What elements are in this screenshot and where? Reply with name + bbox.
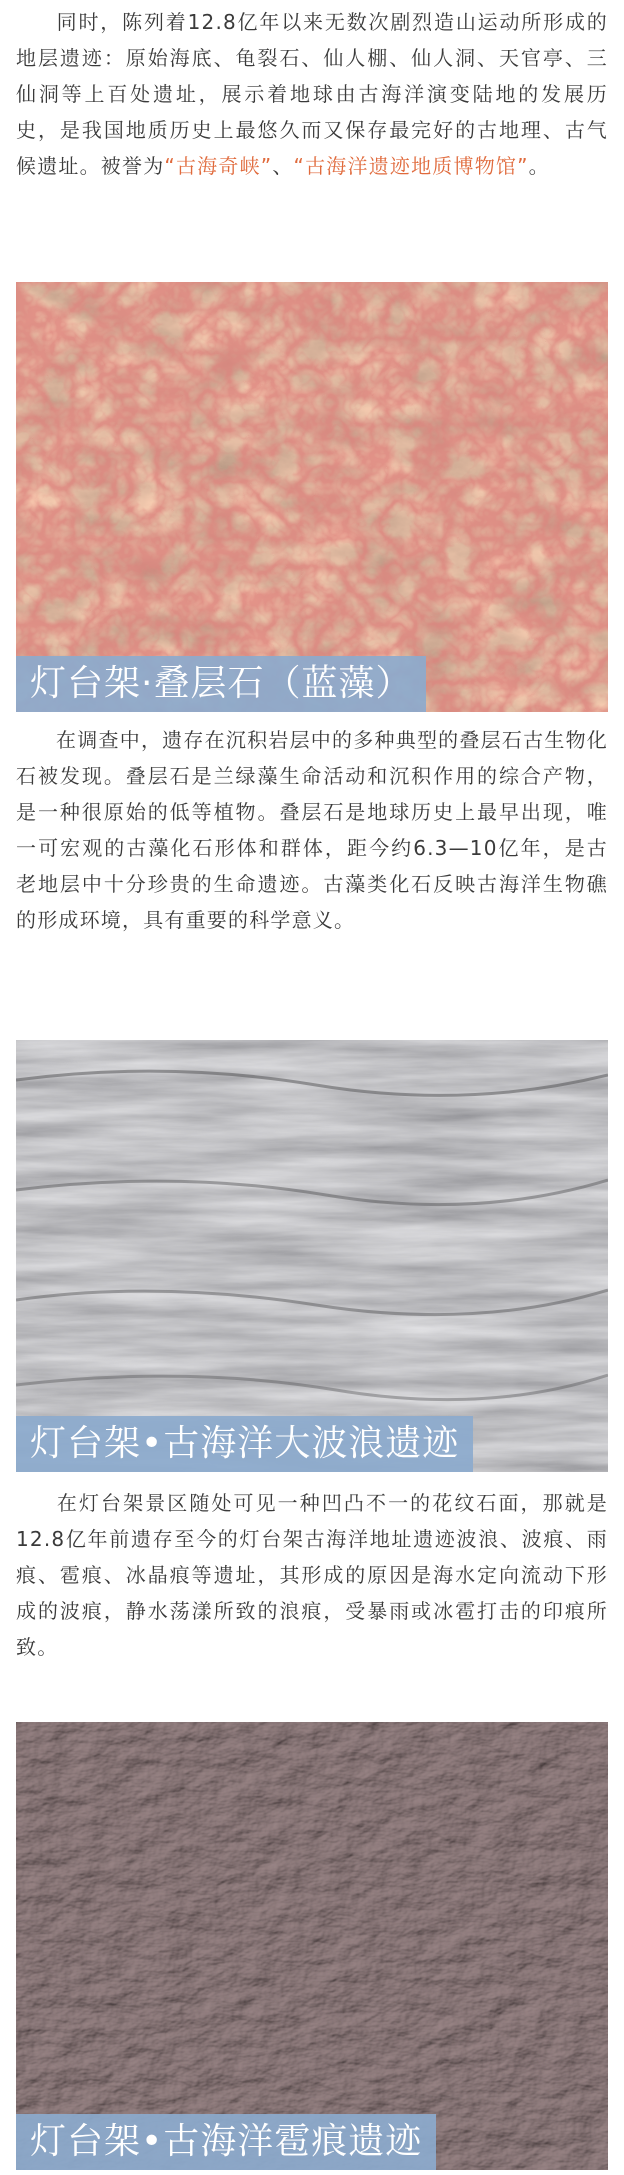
wave-rock-image <box>16 1040 608 1472</box>
stromatolite-caption: 灯台架·叠层石（蓝藻） <box>16 656 426 712</box>
wave-remains-photo <box>16 1040 608 1472</box>
intro-paragraph <box>16 4 608 184</box>
period: 。 <box>528 154 550 178</box>
highlight-quote-2: “古海洋遗迹地质博物馆” <box>293 154 529 178</box>
highlight-quote-1: “古海奇峡” <box>164 154 273 178</box>
intro-text: 同时，陈列着12.8亿年以来无数次剧烈造山运动所形成的地层遗迹：原始海底、龟裂石、仙人棚、仙人洞、天官亭、三仙洞等上百处遗址，展示着地球由古海洋演变陆地的发展历史，是我国地质历史上最悠久而又保存最完好的古地理、古气候遗址。被誉为 <box>16 10 608 178</box>
stromatolite-photo <box>16 282 608 712</box>
stromatolite-paragraph <box>16 722 608 938</box>
hail-text: 在灯台架景区随处可见一种凹凸不一的花纹石面，那就是12.8亿年前遗存至今的灯台架古海洋地址遗迹波浪、波痕、雨痕、雹痕、冰晶痕等遗址，其形成的原因是海水定向流动下形成的波痕，静水荡漾所致的浪痕，受暴雨或冰雹打击的印痕所致。 <box>16 1491 608 1659</box>
wave-remains-caption: 灯台架•古海洋大波浪遗迹 <box>16 1416 473 1472</box>
stromatolite-rock-image <box>16 282 608 712</box>
separator: 、 <box>272 154 294 178</box>
hail-paragraph <box>16 1485 608 1665</box>
hail-marks-photo <box>16 1722 608 2170</box>
hail-rock-image <box>16 1722 608 2170</box>
stromatolite-text: 在调查中，遗存在沉积岩层中的多种典型的叠层石古生物化石被发现。叠层石是兰绿藻生命活动和沉积作用的综合产物，是一种很原始的低等植物。叠层石是地球历史上最早出现，唯一可宏观的古藻化石形体和群体，距今约6.3—10亿年，是古老地层中十分珍贵的生命遗迹。古藻类化石反映古海洋生物礁的形成环境，具有重要的科学意义。 <box>16 728 608 932</box>
hail-marks-caption: 灯台架•古海洋雹痕遗迹 <box>16 2114 436 2170</box>
